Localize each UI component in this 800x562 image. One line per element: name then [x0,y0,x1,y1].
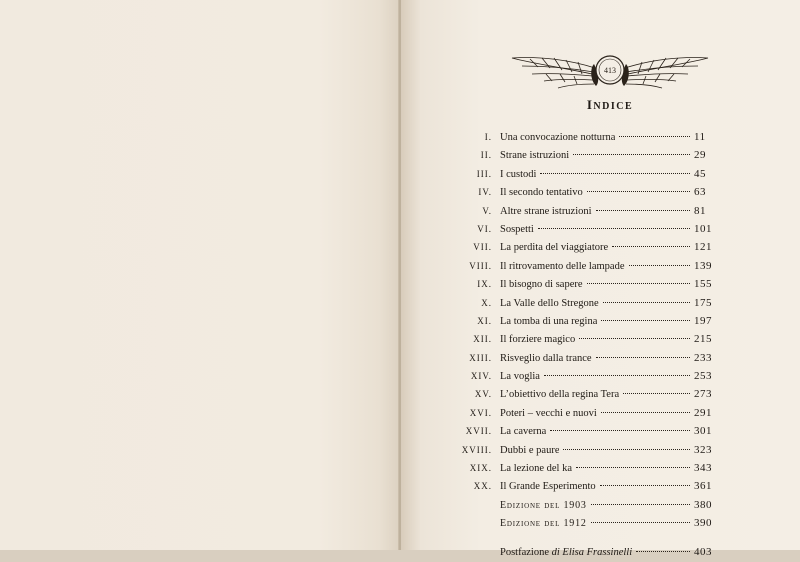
chapter-number: IV. [478,187,492,198]
toc-row [410,165,720,183]
chapter-number: XVI. [469,407,492,418]
toc-row [410,257,720,275]
dot-leader [563,448,690,450]
left-page-blank [0,0,399,550]
toc-row [410,312,720,330]
page-number: 81 [694,204,706,217]
chapter-title: Sospetti [500,223,534,235]
toc-row [410,477,720,495]
page-number: 197 [694,314,712,327]
chapter-number: XV. [474,389,492,400]
chapter-number: I. [484,132,492,142]
winged-disc-emblem-icon [510,46,710,96]
postface-author: di Elisa Frassinelli [551,546,633,558]
page-number: 11 [694,131,706,143]
toc-row [410,294,720,312]
toc-row [410,275,720,293]
chapter-title: Poteri – vecchi e nuovi [500,407,597,419]
page-number: 215 [694,333,712,346]
dot-leader [603,301,690,303]
chapter-number: XVII. [465,426,492,437]
dot-leader [601,411,690,413]
chapter-title: La lezione del ka [500,463,573,475]
chapter-number: XX. [473,481,492,492]
page-number: 63 [694,186,706,199]
page-number: 273 [694,388,712,401]
edition-title: Edizione del 1912 [500,518,587,530]
toc-row-edition [410,496,720,514]
toc-row [410,404,720,422]
page-number: 139 [694,259,712,272]
chapter-number: XIX. [469,463,492,474]
dot-leader [540,172,690,174]
toc-row [410,422,720,440]
chapter-number: VI. [477,223,492,234]
dot-leader [587,282,690,284]
chapter-title: La caverna [500,426,547,438]
edition-title: Edizione del 1903 [500,499,587,511]
dot-leader [573,153,690,155]
chapter-title: I custodi [500,168,537,180]
chapter-title: Il forziere magico [500,334,576,346]
chapter-title: Altre strane istruzioni [500,205,592,217]
toc-row [410,367,720,385]
dot-leader [591,503,690,505]
dot-leader [601,319,690,321]
toc-row [410,238,720,256]
page-number: 155 [694,278,712,291]
chapter-title: La tomba di una regina [500,315,598,327]
dot-leader [550,429,690,431]
chapter-title: La Valle dello Stregone [500,297,599,309]
chapter-number: X. [481,297,492,308]
page-number: 233 [694,351,712,364]
toc-spacer [410,533,720,543]
page-number: 253 [694,370,712,383]
dot-leader [612,245,690,247]
page-number: 121 [694,241,712,254]
dot-leader [596,209,690,211]
table-of-contents [410,128,720,561]
chapter-title: L’obiettivo della regina Tera [500,389,620,401]
dot-leader [591,521,690,523]
page-number: 343 [694,462,712,475]
chapter-number: XII. [473,334,492,345]
chapter-number: V. [482,205,492,216]
chapter-title: Il secondo tentativo [500,187,583,199]
dot-leader [600,484,690,486]
chapter-number: VII. [473,242,492,253]
dot-leader [619,135,690,137]
chapter-number: II. [480,150,492,161]
dot-leader [538,227,690,229]
chapter-title: Il bisogno di sapere [500,279,583,291]
page-number: 323 [694,443,712,456]
page-number: 45 [694,167,706,180]
dot-leader [596,356,690,358]
chapter-title: Il Grande Esperimento [500,481,596,493]
page-number: 390 [694,517,712,530]
chapter-title: Strane istruzioni [500,150,570,162]
chapter-title: Una convocazione notturna [500,132,616,143]
chapter-number: VIII. [469,260,492,271]
toc-row [410,441,720,459]
chapter-title: Risveglio dalla trance [500,352,592,364]
toc-row [410,385,720,403]
chapter-number: III. [476,168,492,179]
postface-title [500,544,632,562]
page-number: 175 [694,296,712,309]
chapter-title: Il ritrovamento delle lampade [500,260,625,272]
page-title-initial: I [586,97,594,112]
dot-leader [629,264,691,266]
toc-row-edition [410,514,720,532]
dot-leader [587,190,690,192]
toc-row [410,330,720,348]
dot-leader [544,374,690,376]
toc-row [410,349,720,367]
toc-row [410,128,720,146]
chapter-title: Dubbi e paure [500,444,560,456]
toc-row [410,202,720,220]
toc-row [410,459,720,477]
chapter-number: IX. [477,279,492,290]
page-title [540,97,680,113]
page-number: 380 [694,498,712,511]
page-number: 403 [694,545,712,558]
page-number: 361 [694,480,712,493]
toc-row [410,220,720,238]
chapter-title: La voglia [500,371,540,383]
toc-row-postface [410,543,720,561]
dot-leader [576,466,690,468]
toc-row [410,183,720,201]
dot-leader [579,337,690,339]
chapter-title: La perdita del viaggiatore [500,242,609,254]
chapter-number: XVIII. [461,444,492,455]
emblem-seal-text: 413 [604,66,616,75]
dot-leader [623,392,690,394]
page-title-rest: NDICE [593,101,634,112]
chapter-number: XI. [477,315,492,326]
page-number: 29 [694,149,706,162]
chapter-number: XIV. [470,371,492,382]
toc-row [410,146,720,164]
page-number: 101 [694,222,712,235]
chapter-number: XIII. [469,352,492,363]
page-number: 301 [694,425,712,438]
page-number: 291 [694,406,712,419]
postface-prefix: Postfazione [500,546,549,558]
